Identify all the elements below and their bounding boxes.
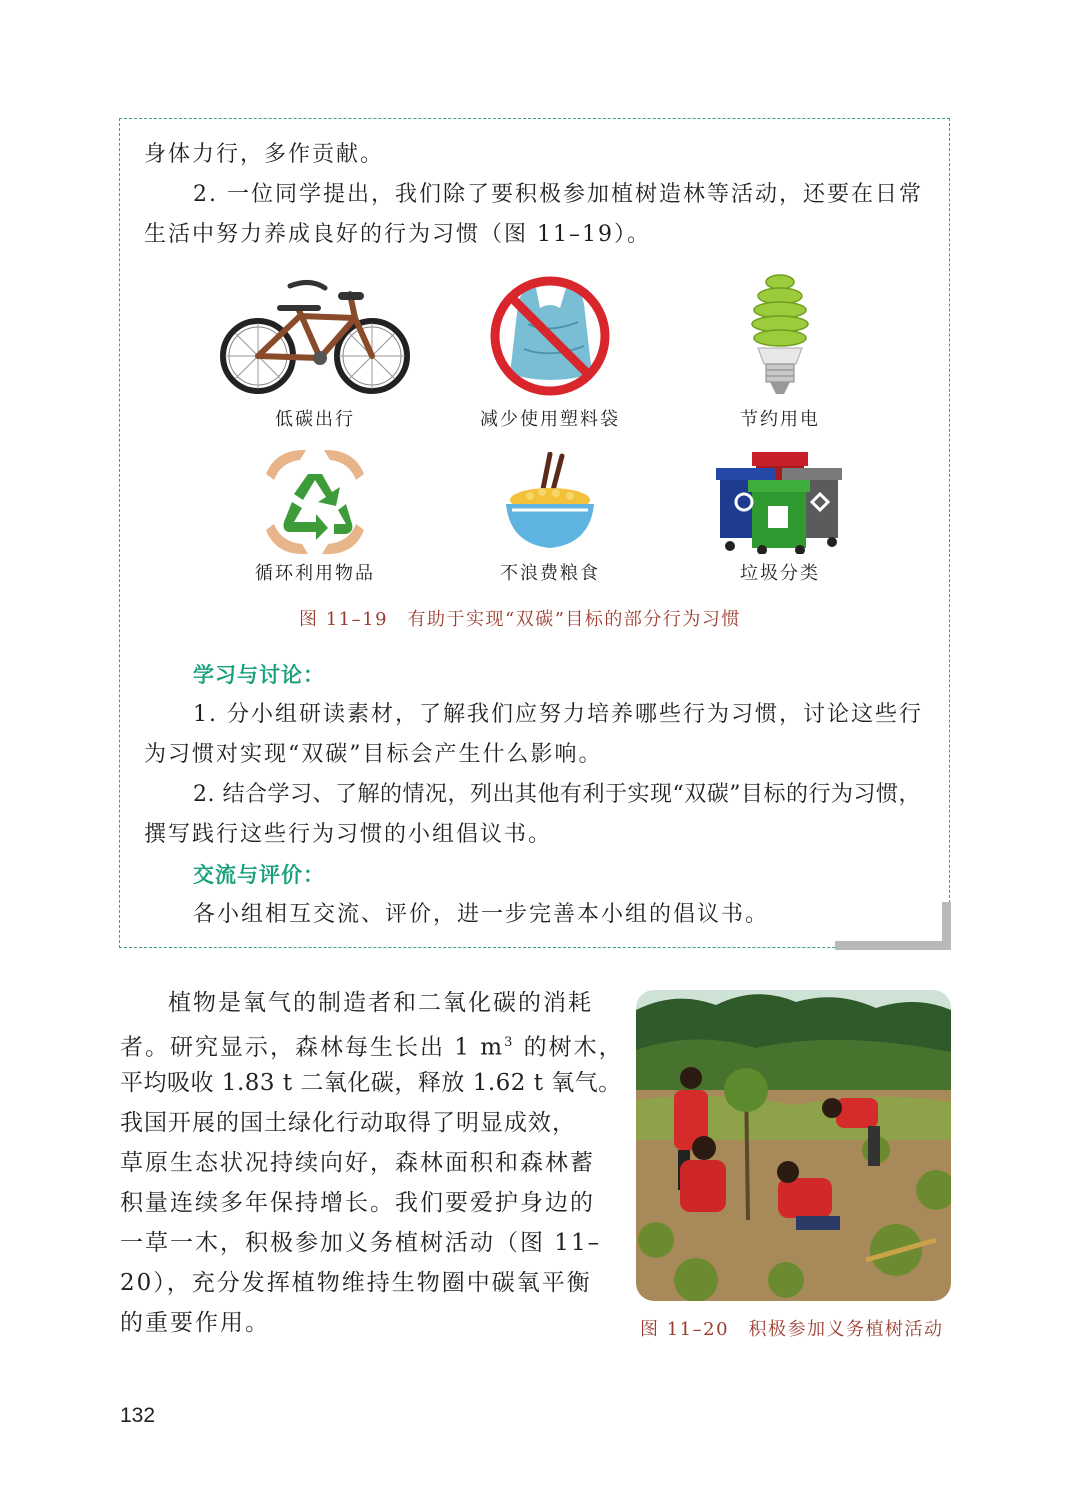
study-item-2-line1: 2. 结合学习、了解的情况，列出其他有利于实现“双碳”目标的行为习惯， [193,782,921,807]
body-line: 我国开展的国土绿化行动取得了明显成效， [120,1110,576,1136]
body-line: 一草一木，积极参加义务植树活动（图 11– [120,1230,602,1256]
rice-bowl-icon [500,452,600,554]
sorting-bins-icon [716,450,844,554]
figure-caption: 图 11–19 有助于实现“双碳”目标的部分行为习惯 [299,609,741,630]
habit-label: 垃圾分类 [740,563,820,584]
study-item-2-line2: 撰写践行这些行为习惯的小组倡议书。 [144,822,553,847]
tree-planting-photo [636,990,951,1301]
energy-saving-bulb-icon [740,272,820,400]
body-line: 的重要作用。 [120,1310,270,1336]
box-corner-shadow [835,941,951,950]
study-item-1-line1: 1. 分小组研读素材，了解我们应努力培养哪些行为习惯，讨论这些行 [193,702,923,727]
body-line: 植物是氧气的制造者和二氧化碳的消耗 [168,990,593,1016]
photo-caption: 图 11–20 积极参加义务植树活动 [640,1319,944,1340]
para2-line1: 2. 一位同学提出，我们除了要积极参加植树造林等活动，还要在日常 [193,182,923,207]
body-line: 者。研究显示，森林每生长出 1 $m^3$ 的树木， [120,1034,624,1061]
bicycle-icon [220,278,410,396]
body-line: 草原生态状况持续向好，森林面积和森林蓄 [120,1150,595,1176]
superscript: 3 [504,1035,515,1050]
para2-line2: 生活中努力养成良好的行为习惯（图 11–19）。 [144,222,651,247]
recycle-icon [256,444,374,560]
exchange-text: 各小组相互交流、评价，进一步完善本小组的倡议书。 [193,902,770,927]
habit-label: 节约用电 [740,409,820,430]
study-item-1-line2: 为习惯对实现“双碳”目标会产生什么影响。 [144,742,603,767]
habit-label: 循环利用物品 [255,563,375,584]
no-plastic-bag-icon [488,274,612,398]
body-line: 积量连续多年保持增长。我们要爱护身边的 [120,1190,595,1216]
body-line: 20），充分发挥植物维持生物圈中碳氧平衡 [120,1270,592,1296]
habit-label: 减少使用塑料袋 [480,409,620,430]
habit-label: 不浪费粮食 [500,563,600,584]
body-line: 平均吸收 1.83 t 二氧化碳，释放 1.62 t 氧气。 [120,1070,622,1096]
study-heading: 学习与讨论： [193,663,325,687]
intro-line: 身体力行，多作贡献。 [144,142,385,167]
page-number: 132 [120,1404,156,1427]
exchange-heading: 交流与评价： [193,863,325,887]
habit-label: 低碳出行 [275,409,355,430]
